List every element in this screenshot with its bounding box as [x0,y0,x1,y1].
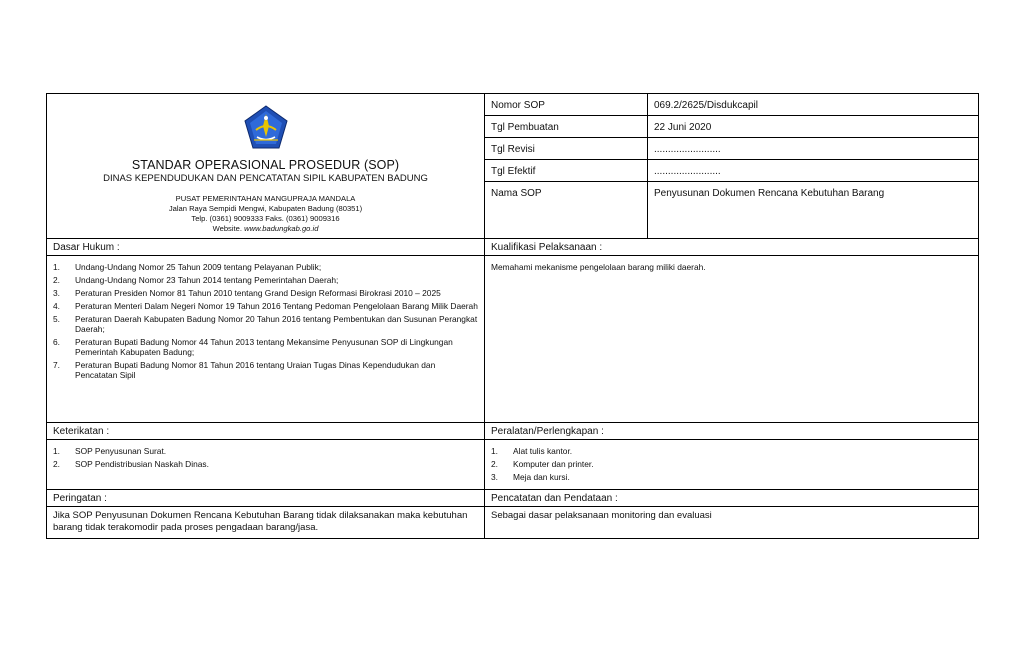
list-item: 2. Komputer dan printer. [491,459,594,469]
dasar-hukum-heading: Dasar Hukum : [47,239,485,256]
peralatan-heading: Peralatan/Perlengkapan : [485,423,979,440]
tgl-pembuatan-value: 22 Juni 2020 [648,116,979,138]
peralatan-list [485,440,978,489]
pencatatan-heading: Pencatatan dan Pendataan : [485,490,979,507]
nomor-sop-value: 069.2/2625/Disdukcapil [648,94,979,116]
list-item: 5. Peraturan Daerah Kabupaten Badung Nomor 20 Tahun 2016 tentang Pembentukan dan Susunan Perangkat Daerah; [53,314,478,334]
sop-table [46,93,979,539]
list-item: 1. SOP Penyusunan Surat. [53,446,167,456]
address-line-1: PUSAT PEMERINTAHAN MANGUPRAJA MANDALA [175,194,356,203]
keterikatan-list [47,440,484,476]
list-item: 1. Alat tulis kantor. [491,446,573,456]
list-item: 4. Peraturan Menteri Dalam Negeri Nomor 19 Tahun 2016 Tentang Pedoman Pengelolaan Barang Milik Daerah [53,301,478,311]
list-item: 2. Undang-Undang Nomor 23 Tahun 2014 tentang Pemerintahan Daerah; [53,275,339,285]
pencatatan-cell [485,507,979,539]
list-item: 1. Undang-Undang Nomor 25 Tahun 2009 tentang Pelayanan Publik; [53,262,322,272]
peringatan-heading: Peringatan : [47,490,485,507]
address-line-3: Telp. (0361) 9009333 Faks. (0361) 9009316 [191,214,340,223]
website-line [47,224,484,234]
tgl-revisi-label: Tgl Revisi [485,138,648,160]
dasar-hukum-list [47,256,484,387]
tgl-efektif-label: Tgl Efektif [485,160,648,182]
list-item: 7. Peraturan Bupati Badung Nomor 81 Tahun 2016 tentang Uraian Tugas Dinas Kependudukan dan Pencatatan Sipil [53,360,436,380]
kualifikasi-cell [485,256,979,423]
agency-address [47,194,484,234]
badung-regency-emblem-icon [242,104,290,152]
list-item: 2. SOP Pendistribusian Naskah Dinas. [53,459,209,469]
sop-document [46,93,978,539]
keterikatan-cell [47,440,485,490]
list-item: 3. Peraturan Presiden Nomor 81 Tahun 2010 tentang Grand Design Reformasi Birokrasi 2010 – 2025 [53,288,441,298]
tgl-efektif-value: ........................ [648,160,979,182]
kualifikasi-text: Memahami mekanisme pengelolaan barang miliki daerah. [491,262,706,272]
sop-header [47,94,485,239]
sop-title: STANDAR OPERASIONAL PROSEDUR (SOP) [131,158,400,172]
pencatatan-text: Sebagai dasar pelaksanaan monitoring dan evaluasi [491,510,712,521]
peringatan-cell [47,507,485,539]
website-label: Website. [212,224,242,233]
dasar-hukum-cell [47,256,485,423]
kualifikasi-heading: Kualifikasi Pelaksanaan : [485,239,979,256]
keterikatan-heading: Keterikatan : [47,423,485,440]
sop-agency: DINAS KEPENDUDUKAN DAN PENCATATAN SIPIL KABUPATEN BADUNG [103,173,428,184]
nama-sop-value: Penyusunan Dokumen Rencana Kebutuhan Barang [648,182,979,239]
address-line-2: Jalan Raya Sempidi Mengwi, Kabupaten Badung (80351) [168,204,363,213]
list-item: 6. Peraturan Bupati Badung Nomor 44 Tahun 2013 tentang Mekansime Penyusunan SOP di Lingkungan Pemerintah Kabupaten Badung; [53,337,453,357]
tgl-revisi-value: ........................ [648,138,979,160]
list-item: 3. Meja dan kursi. [491,472,570,482]
nama-sop-label: Nama SOP [485,182,648,239]
website-link[interactable]: www.badungkab.go.id [244,224,319,233]
peringatan-text: Jika SOP Penyusunan Dokumen Rencana Kebutuhan Barang tidak dilaksanakan maka kebutuhan barang tidak terakomodir pada proses pengadaan barang/jasa. [53,510,468,533]
tgl-pembuatan-label: Tgl Pembuatan [485,116,648,138]
peralatan-cell [485,440,979,490]
nomor-sop-label: Nomor SOP [485,94,648,116]
